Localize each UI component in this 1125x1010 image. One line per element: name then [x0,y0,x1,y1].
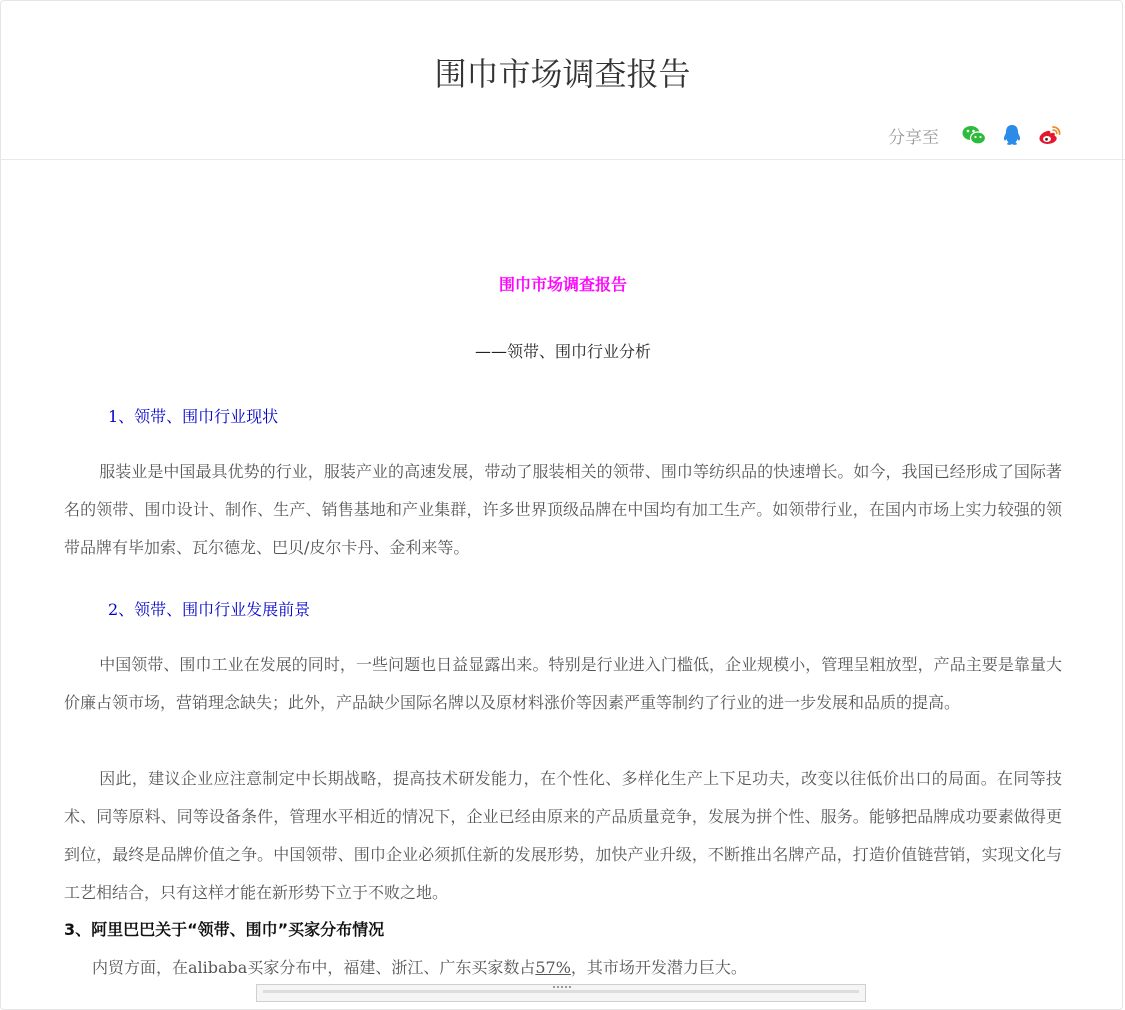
section-3-paragraph [92,955,747,978]
qq-icon[interactable] [999,122,1025,148]
section-2-paragraph-1: 中国领带、围巾工业在发展的同时，一些问题也日益显露出来。特别是行业进入门槛低，企业规模小，管理呈粗放型，产品主要是靠量大价廉占领市场，营销理念缺失；此外，产品缺少国际名牌以及原材料涨价等因素严重等制约了行业的进一步发展和品质的提高。 [64,655,1062,712]
article-subtitle: ——领带、围巾行业分析 [474,342,651,361]
section-3-heading: 3、阿里巴巴关于“领带、围巾”买家分布情况 [64,920,385,939]
section-1-paragraph: 服装业是中国最具优势的行业，服装产业的高速发展，带动了服装相关的领带、围巾等纺织品的快速增长。如今，我国已经形成了国际著名的领带、围巾设计、制作、生产、销售基地和产业集群，许多世界顶级品牌在中国均有加工生产。如领带行业，在国内市场上实力较强的领带品牌有毕加索、瓦尔德龙、巴贝/皮尔卡丹、金利来等。 [64,462,1062,557]
section-2-heading: 2、领带、围巾行业发展前景 [108,600,311,619]
image-toolbar-strip [263,990,859,993]
section-3-text-after: ，其市场开发潜力巨大。 [570,958,747,977]
wechat-icon[interactable] [961,122,987,148]
weibo-icon[interactable] [1037,122,1063,148]
article-title: 围巾市场调查报告 [498,275,627,294]
section-1-heading: 1、领带、围巾行业现状 [108,407,279,426]
section-3-text-before: 内贸方面，在alibaba买家分布中，福建、浙江、广东买家数占 [92,958,536,977]
section-2-paragraph-2: 因此，建议企业应注意制定中长期战略，提高技术研发能力，在个性化、多样化生产上下足功夫，改变以往低价出口的局面。在同等技术、同等原料、同等设备条件，管理水平相近的情况下，企业已经由原来的产品质量竞争，发展为拼个性、服务。能够把品牌成功要素做得更到位，最终是品牌价值之争。中国领带、围巾企业必须抓住新的发展形势，加快产业升级，不断推出名牌产品，打造价值链营销，实现文化与工艺相结合，只有这样才能在新形势下立于不败之地。 [64,769,1062,902]
embedded-image-top-edge [256,984,866,1002]
share-label: 分享至 [888,127,939,148]
page-header [0,0,1125,160]
buyer-share-percent: 57% [535,958,571,977]
page-title: 围巾市场调查报告 [434,55,691,93]
share-bar [888,120,1063,150]
